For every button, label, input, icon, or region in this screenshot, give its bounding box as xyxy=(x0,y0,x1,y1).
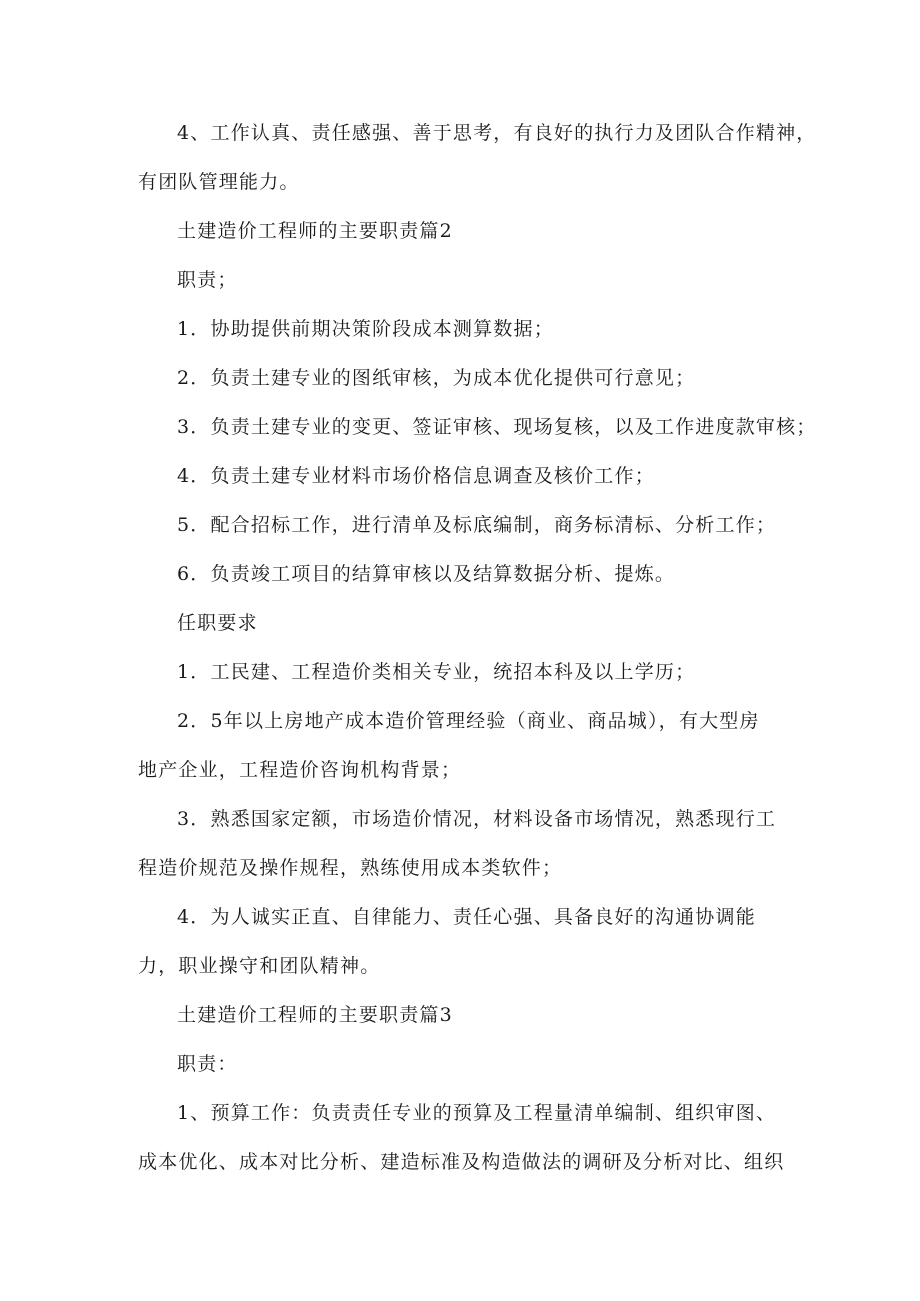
paragraph-line: 有团队管理能力。 xyxy=(138,171,300,193)
subheading: 职责： xyxy=(177,1053,238,1075)
list-item-continuation: 力，职业操守和团队精神。 xyxy=(138,955,381,977)
list-item-continuation: 成本优化、成本对比分析、建造标准及构造做法的调研及分析对比、组织 xyxy=(138,1151,785,1173)
list-item: 4．负责土建专业材料市场价格信息调查及核价工作； xyxy=(177,465,655,487)
list-item: 1．工民建、工程造价类相关专业，统招本科及以上学历； xyxy=(177,661,696,683)
list-item-continuation: 地产企业，工程造价咨询机构背景； xyxy=(138,759,462,781)
list-item: 3．负责土建专业的变更、签证审核、现场复核，以及工作进度款审核； xyxy=(177,416,817,438)
list-item: 1．协助提供前期决策阶段成本测算数据； xyxy=(177,318,554,340)
subheading: 任职要求 xyxy=(177,612,258,634)
list-item: 4．为人诚实正直、自律能力、责任心强、具备良好的沟通协调能 xyxy=(177,906,756,928)
section-heading: 土建造价工程师的主要职责篇3 xyxy=(177,1004,453,1026)
list-item: 1、预算工作：负责责任专业的预算及工程量清单编制、组织审图、 xyxy=(177,1102,777,1124)
list-item: 2．5年以上房地产成本造价管理经验（商业、商品城），有大型房 xyxy=(177,710,760,732)
list-item: 3．熟悉国家定额，市场造价情况，材料设备市场情况，熟悉现行工 xyxy=(177,808,777,830)
list-item-continuation: 程造价规范及操作规程，熟练使用成本类软件； xyxy=(138,857,563,879)
paragraph-line: 4、工作认真、责任感强、善于思考，有良好的执行力及团队合作精神， xyxy=(177,122,817,144)
list-item: 6．负责竣工项目的结算审核以及结算数据分析、提炼。 xyxy=(177,563,676,585)
list-item: 2．负责土建专业的图纸审核，为成本优化提供可行意见； xyxy=(177,367,696,389)
list-item: 5．配合招标工作，进行清单及标底编制，商务标清标、分析工作； xyxy=(177,514,777,536)
section-heading: 土建造价工程师的主要职责篇2 xyxy=(177,220,453,242)
subheading: 职责； xyxy=(177,269,238,291)
